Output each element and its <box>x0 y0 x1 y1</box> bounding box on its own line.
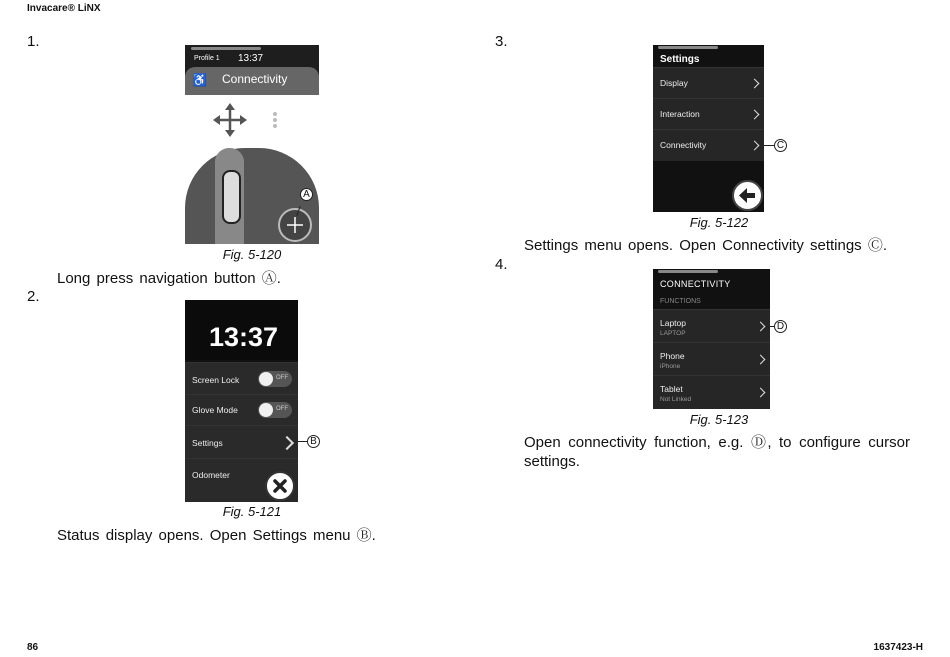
close-icon <box>267 473 293 499</box>
list-item-laptop[interactable] <box>653 309 770 343</box>
step-3-number: 3. <box>495 33 508 50</box>
page-number: 86 <box>27 642 39 653</box>
step-4-number: 4. <box>495 256 508 273</box>
move-arrows-icon <box>213 103 247 137</box>
screen-lock-toggle[interactable]: OFF <box>258 371 292 387</box>
profile-label: Profile 1 <box>194 55 220 62</box>
status-bar <box>191 47 261 50</box>
status-bar <box>658 270 718 273</box>
row-label: Screen Lock <box>192 375 240 385</box>
step-2-number: 2. <box>27 288 40 305</box>
chevron-right-icon <box>750 141 760 151</box>
screen-title: Settings <box>660 54 700 65</box>
menu-row-interaction[interactable] <box>653 98 764 130</box>
row-label: Laptop <box>660 318 686 328</box>
menu-row-settings[interactable] <box>185 425 298 458</box>
close-button[interactable] <box>265 471 295 501</box>
title-bar <box>185 67 319 95</box>
menu-row-connectivity[interactable] <box>653 129 764 161</box>
fig-5-121-caption: Fig. 5-121 <box>222 504 282 519</box>
row-sublabel: Not Linked <box>660 396 692 403</box>
fig-5-120-screen <box>185 45 319 244</box>
row-sublabel: LAPTOP <box>660 330 686 337</box>
row-label: Tablet <box>660 384 683 394</box>
menu-row-glove-mode[interactable] <box>185 394 298 425</box>
row-sublabel: iPhone <box>660 363 681 370</box>
screen-title: Connectivity <box>222 72 288 86</box>
big-clock: 13:37 <box>209 322 279 352</box>
step-1-number: 1. <box>27 33 40 50</box>
chevron-right-icon <box>756 355 766 365</box>
document-id: 1637423-H <box>873 642 923 653</box>
screen-title: CONNECTIVITY <box>660 279 731 289</box>
chevron-right-icon <box>750 79 760 89</box>
chevron-right-icon <box>756 322 766 332</box>
running-header: Invacare® LiNX <box>27 3 101 14</box>
step-4-text: Open connectivity function, e.g. Ⓓ, to configure cursor settings. <box>524 434 910 470</box>
step-2-text: Status display opens. Open Settings menu Ⓑ. <box>57 527 376 544</box>
list-item-tablet[interactable] <box>653 375 770 409</box>
callout-d: D <box>774 320 787 333</box>
callout-a: A <box>300 188 313 201</box>
status-bar <box>658 46 718 49</box>
clock-panel <box>185 300 298 360</box>
row-label: Odometer <box>192 470 230 480</box>
step-1-text: Long press navigation button Ⓐ. <box>57 270 281 287</box>
fig-5-123-screen <box>653 269 770 409</box>
fig-5-122-caption: Fig. 5-122 <box>689 215 749 230</box>
callout-c: C <box>774 139 787 152</box>
row-label: Settings <box>192 438 223 448</box>
fig-5-122-screen <box>653 45 764 212</box>
chevron-right-icon <box>280 436 294 450</box>
chevron-right-icon <box>750 110 760 120</box>
menu-row-screen-lock[interactable] <box>185 362 298 395</box>
step-3-text: Settings menu opens. Open Connectivity settings Ⓒ. <box>524 237 888 254</box>
list-item-phone[interactable] <box>653 342 770 376</box>
back-button[interactable] <box>732 180 763 211</box>
row-label: Phone <box>660 351 685 361</box>
arrow-left-icon <box>734 182 761 209</box>
fig-5-121-screen <box>185 300 298 502</box>
row-label: Connectivity <box>660 140 707 150</box>
menu-row-display[interactable] <box>653 67 764 99</box>
chevron-right-icon <box>756 388 766 398</box>
seat-icon: ♿ <box>192 73 207 87</box>
glove-mode-toggle[interactable]: OFF <box>258 402 292 418</box>
scroll-dots-icon <box>271 111 279 129</box>
section-label: FUNCTIONS <box>660 298 701 305</box>
navigation-button[interactable] <box>278 208 312 242</box>
callout-b: B <box>307 435 320 448</box>
joystick-slider <box>215 148 244 244</box>
joystick-handle <box>222 170 241 224</box>
fig-5-123-caption: Fig. 5-123 <box>689 412 749 427</box>
clock: 13:37 <box>238 53 264 64</box>
row-label: Display <box>660 78 688 88</box>
row-label: Interaction <box>660 109 700 119</box>
row-label: Glove Mode <box>192 405 238 415</box>
fig-5-120-caption: Fig. 5-120 <box>222 247 282 262</box>
